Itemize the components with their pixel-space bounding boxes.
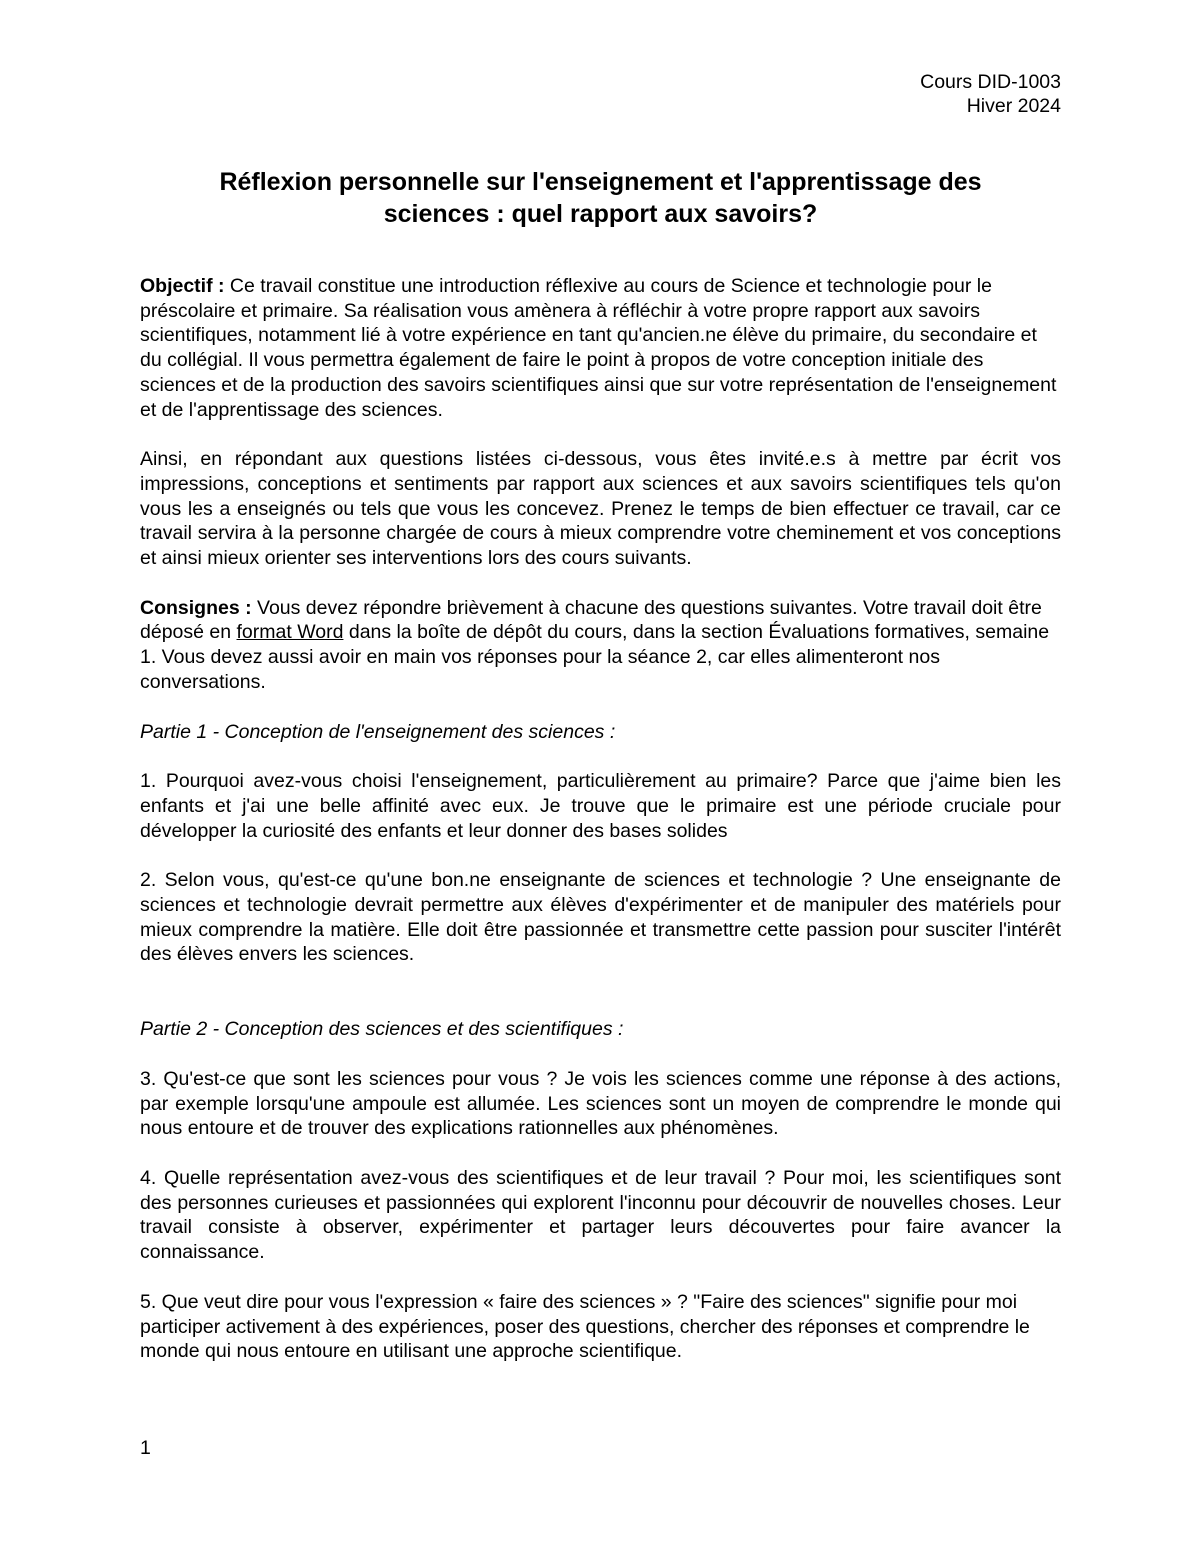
page-number: 1 (140, 1437, 151, 1459)
objectif-text: Ce travail constitue une introduction réflexive au cours de Science et technologie pour le préscolaire et primaire. Sa réalisation vous amènera à réfléchir à votre propre rapport aux savoirs scientifiques, notamment lié à votre expérience en tant qu'ancien.ne élève du primaire, du secondaire et du collégial. Il vous permettra également de faire le point à propos de votre conception initiale des sciences et de la production des savoirs scientifiques ainsi que sur votre représentation de l'enseignement et de l'apprentissage des sciences. (140, 275, 1057, 421)
title-line-1: Réflexion personnelle sur l'enseignement et l'apprentissage des (219, 168, 982, 196)
document-page (140, 70, 1061, 1364)
question-5: 5. Que veut dire pour vous l'expression « faire des sciences » ? "Faire des sciences" signifie pour moi participer activement à des expériences, poser des questions, chercher des réponses et comprendre le monde qui nous entoure en utilisant une approche scientifique. (140, 1290, 1030, 1363)
question-4: 4. Quelle représentation avez-vous des scientifiques et de leur travail ? Pour moi, les scientifiques sont des personnes curieuses et passionnées qui explorent l'inconnu pour découvrir de nouvelles choses. Leur travail consiste à observer, expérimenter et partager leurs découvertes pour faire avancer la connaissance. (140, 1166, 1061, 1264)
consignes-text-before: Vous devez répondre brièvement à chacune des questions suivantes. Votre travail doit être déposé en (140, 596, 1042, 644)
consignes-text-after: dans la boîte de dépôt du cours, dans la section Évaluations formatives, semaine 1. Vous devez aussi avoir en main vos réponses pour la séance 2, car elles alimenteront nos conversations. (140, 621, 1050, 693)
partie-1-heading: Partie 1 - Conception de l'enseignement des sciences : (140, 720, 616, 743)
course-term: Hiver 2024 (966, 95, 1061, 117)
question-3: 3. Qu'est-ce que sont les sciences pour vous ? Je vois les sciences comme une réponse à des actions, par exemple lorsqu'une ampoule est allumée. Les sciences sont un moyen de comprendre le monde qui nous entoure et de trouver des explications rationnelles aux phénomènes. (140, 1067, 1061, 1140)
format-word-text: format Word (236, 621, 344, 644)
consignes-paragraph (140, 596, 1061, 695)
partie-2-heading: Partie 2 - Conception des sciences et des scientifiques : (140, 1018, 624, 1041)
objectif-paragraph (140, 274, 1061, 422)
course-code: Cours DID-1003 (920, 71, 1061, 93)
question-2: 2. Selon vous, qu'est-ce qu'une bon.ne enseignante de sciences et technologie ? Une enseignante de sciences et technologie devrait permettre aux élèves d'expérimenter et de manipuler des matériels pour mieux comprendre la matière. Elle doit être passionnée et transmettre cette passion pour susciter l'intérêt des élèves envers les sciences. (140, 869, 1061, 966)
ainsi-paragraph: Ainsi, en répondant aux questions listées ci-dessous, vous êtes invité.e.s à mettre par écrit vos impressions, conceptions et sentiments par rapport aux sciences et aux savoirs scientifiques tels qu'on vous les a enseignés ou tels que vous les concevez. Prenez le temps de bien effectuer ce travail, car ce travail servira à la personne chargée de cours à mieux comprendre votre cheminement et vos conceptions et ainsi mieux orienter ses interventions lors des cours suivants. (140, 448, 1061, 570)
consignes-label: Consignes : (140, 596, 252, 619)
document-title (140, 166, 1061, 230)
objectif-label: Objectif : (140, 275, 225, 297)
question-1: 1. Pourquoi avez-vous choisi l'enseignement, particulièrement au primaire? Parce que j'aime bien les enfants et j'ai une belle affinité avec eux. Je trouve que le primaire est une période cruciale pour développer la curiosité des enfants et leur donner des bases solides (140, 770, 1061, 842)
title-line-2: sciences : quel rapport aux savoirs? (383, 200, 818, 228)
course-header (140, 70, 1061, 118)
